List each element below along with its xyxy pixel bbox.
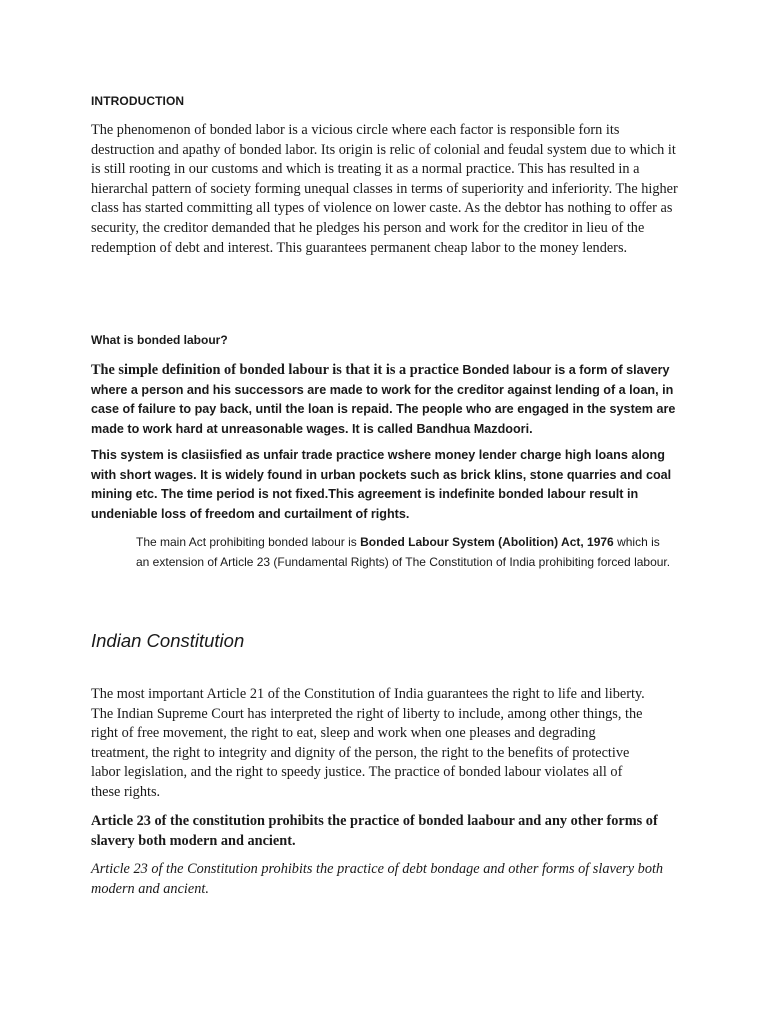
act-paragraph <box>136 532 676 572</box>
bonded-labour-question-heading: What is bonded labour? <box>91 333 228 347</box>
article-21-paragraph: The most important Article 21 of the Constitution of India guarantees the right to life and liberty. The Indian Supreme Court has interpreted the right of liberty to include, among other things, the right of free movement, the right to eat, sleep and work when one pleases and degrading treatment, the right to integrity and dignity of the person, the right to the benefits of protective labor legislation, and the right to speedy justice. The practice of bonded labour violates all of these rights. <box>91 686 645 800</box>
definition-lead: The simple definition of bonded labour is that it is a practice <box>91 362 459 378</box>
definition-paragraph <box>91 361 691 439</box>
article-23-italic-paragraph: Article 23 of the Constitution prohibits the practice of debt bondage and other forms of slavery both modern and ancient. <box>91 861 664 897</box>
definition-rest: Bonded labour is a form of slavery where a person and his successors are made to work for the creditor against lending of a loan, in case of failure to pay back, until the loan is repaid. The people who are engaged in the system are made to work hard at unreasonable wages. It is called Bandhua Mazdoori. <box>91 363 676 436</box>
act-name: Bonded Labour System (Abolition) Act, 1976 <box>360 535 614 549</box>
act-suffix: which is an extension of Article 23 (Fundamental Rights) of The Constitution of India prohibiting forced labour. <box>136 535 671 569</box>
indian-constitution-heading: Indian Constitution <box>91 630 245 651</box>
article-23-bold-paragraph: Article 23 of the constitution prohibits the practice of bonded laabour and any other forms of slavery both modern and ancient. <box>91 813 658 849</box>
introduction-paragraph: The phenomenon of bonded labor is a vicious circle where each factor is responsible forn its destruction and apathy of bonded labor. Its origin is relic of colonial and feudal system due to which it is still rooting in our customs and which is treating it as a normal practice. This has resulted in a hierarchal pattern of society forming unequal classes in terms of superiority and inferiority. The higher class has started committing all types of violence on lower caste. As the debtor has nothing to offer as security, the creditor demanded that he pledges his person and work for the creditor in lieu of the redemption of debt and interest. This guarantees permanent cheap labor to the money lenders. <box>91 122 678 256</box>
system-paragraph: This system is clasiisfied as unfair trade practice wshere money lender charge high loans along with short wages. It is widely found in urban pockets such as brick klins, stone quarries and coal mining etc. The time period is not fixed.This agreement is indefinite bonded labour result in undeniable loss of freedom and curtailment of rights. <box>91 448 672 521</box>
act-prefix: The main Act prohibiting bonded labour is <box>136 535 361 549</box>
introduction-heading: INTRODUCTION <box>91 94 185 108</box>
